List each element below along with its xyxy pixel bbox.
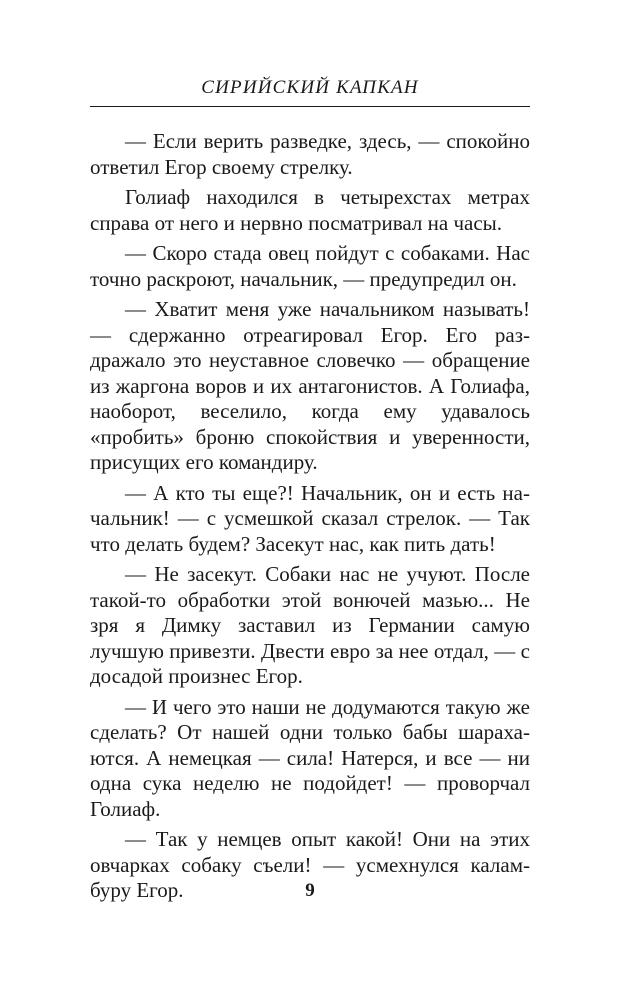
running-head: СИРИЙСКИЙ КАПКАН xyxy=(201,77,419,98)
header-rule xyxy=(90,106,530,107)
paragraph: — Не засекут. Собаки нас не учуют. После такой-то обработки этой вонючей мазью... Не зря я Димку заставил из Германии самую лучшую привезти. Двести евро за нее отдал, — с досадой произнес Егор. xyxy=(90,562,530,688)
paragraph: — Так у немцев опыт какой! Они на этих овчарках собаку съели! — усмехнулся каламбуру Егор. xyxy=(90,827,530,902)
paragraph: — Если верить разведке, здесь, — спокойно ответил Егор своему стрелку. xyxy=(90,129,530,179)
paragraph: — А кто ты еще?! Начальник, он и есть начальник! — с усмешкой сказал стрелок. — Так что делать будем? Засекут нас, как пить дать! xyxy=(90,480,530,556)
body-text xyxy=(90,129,530,909)
paragraph: — Хватит меня уже начальником называть! — сдержанно отреагировал Егор. Его раздражало это неуставное словечко — обращение из жаргона воров и их антагонистов. А Голиафа, наоборот, веселило, когда ему удавалось «пробить» броню спокойствия и уверенности, присущих его командиру. xyxy=(90,297,530,474)
paragraph: Голиаф находился в четырехстах метрах справа от него и нервно посматривал на часы. xyxy=(90,185,530,235)
paragraph: — Скоро стада овец пойдут с собаками. Нас точно раскроют, начальник, — предупредил он. xyxy=(90,241,530,291)
paragraph: — И чего это наши не додумаются такую же сделать? От нашей одни только бабы шарахаются. А немецкая — сила! Натерся, и все — ни одна сука неделю не подойдет! — проворчал Голиаф. xyxy=(90,694,530,821)
page-number: 9 xyxy=(305,880,315,901)
